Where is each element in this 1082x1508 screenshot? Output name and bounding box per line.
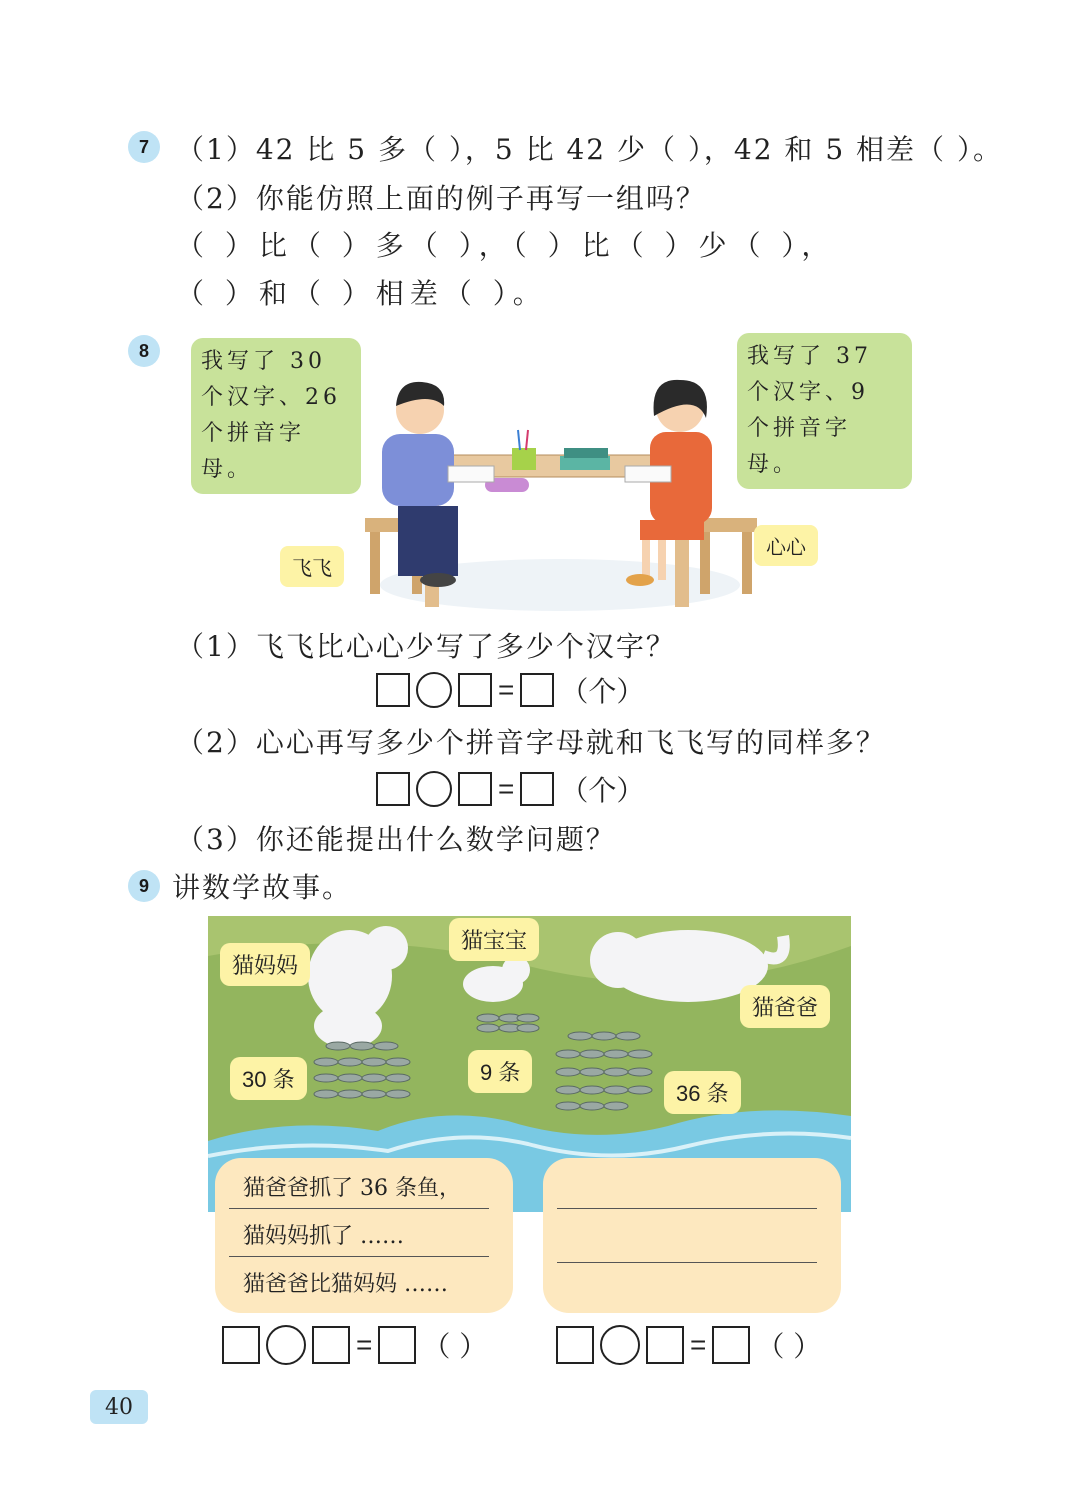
girl-speech-bubble: 我写了 37 个汉字、9 个拼音字母。 [737, 333, 912, 489]
story-box-left [215, 1158, 513, 1313]
result-box[interactable] [520, 772, 554, 806]
q8-equation-2 [376, 769, 644, 809]
q7-line-3: （ ）比（ ）多（ ），（ ）比（ ）少（ ）， [176, 229, 836, 262]
operator-circle[interactable] [416, 771, 452, 807]
answer-box[interactable] [312, 1326, 350, 1364]
q9-equation-right [556, 1325, 821, 1365]
answer-box[interactable] [458, 772, 492, 806]
operator-circle[interactable] [266, 1325, 306, 1365]
equals-sign: = [356, 1329, 373, 1360]
answer-box[interactable] [646, 1326, 684, 1364]
unit-label: （个） [560, 675, 645, 708]
q7-line-2: （2）你能仿照上面的例子再写一组吗？ [176, 182, 706, 215]
unit-label: （ ） [422, 1330, 488, 1363]
boy-speech-bubble: 我写了 30 个汉字、26 个拼音字母。 [191, 338, 361, 494]
blank-writing-line[interactable] [557, 1164, 817, 1209]
q9-equation-left [222, 1325, 487, 1365]
label-dad-fish-count: 36 条 [664, 1071, 741, 1114]
question-9-number: 9 [128, 870, 160, 902]
q7-line-1: （1）42 比 5 多（ ），5 比 42 少（ ），42 和 5 相差（ ）。 [176, 133, 1003, 166]
q8-sub-1: （1）飞飞比心心少写了多少个汉字？ [176, 630, 676, 663]
label-cat-baby: 猫宝宝 [449, 918, 539, 961]
question-8-number: 8 [128, 335, 160, 367]
answer-box[interactable] [376, 673, 410, 707]
q8-equation-1 [376, 670, 644, 710]
q7-line-4: （ ）和（ ）相差（ ）。 [176, 277, 547, 310]
q9-title: 讲数学故事。 [172, 871, 353, 904]
label-cat-mom: 猫妈妈 [220, 943, 310, 986]
label-baby-fish-count: 9 条 [468, 1050, 532, 1093]
question-7-number: 7 [128, 131, 160, 163]
label-cat-dad: 猫爸爸 [740, 985, 830, 1028]
boy-name-label: 飞飞 [280, 546, 344, 587]
story-line-2: 猫妈妈抓了 …… [229, 1212, 489, 1257]
q8-sub-2: （2）心心再写多少个拼音字母就和飞飞写的同样多？ [176, 726, 886, 759]
unit-label: （个） [560, 774, 645, 807]
equals-sign: = [498, 773, 515, 804]
unit-label: （ ） [756, 1330, 822, 1363]
story-box-right[interactable] [543, 1158, 841, 1313]
operator-circle[interactable] [416, 672, 452, 708]
story-line-1: 猫爸爸抓了 36 条鱼， [229, 1164, 489, 1209]
answer-box[interactable] [376, 772, 410, 806]
blank-writing-line[interactable] [557, 1218, 817, 1263]
story-line-3: 猫爸爸比猫妈妈 …… [243, 1272, 448, 1297]
label-mom-fish-count: 30 条 [230, 1057, 307, 1100]
answer-box[interactable] [222, 1326, 260, 1364]
answer-box[interactable] [556, 1326, 594, 1364]
page-number: 40 [90, 1390, 148, 1424]
children-desk-illustration [350, 370, 770, 620]
result-box[interactable] [520, 673, 554, 707]
operator-circle[interactable] [600, 1325, 640, 1365]
result-box[interactable] [712, 1326, 750, 1364]
girl-name-label: 心心 [754, 525, 818, 566]
equals-sign: = [690, 1329, 707, 1360]
answer-box[interactable] [458, 673, 492, 707]
equals-sign: = [498, 674, 515, 705]
result-box[interactable] [378, 1326, 416, 1364]
q8-sub-3: （3）你还能提出什么数学问题？ [176, 823, 616, 856]
